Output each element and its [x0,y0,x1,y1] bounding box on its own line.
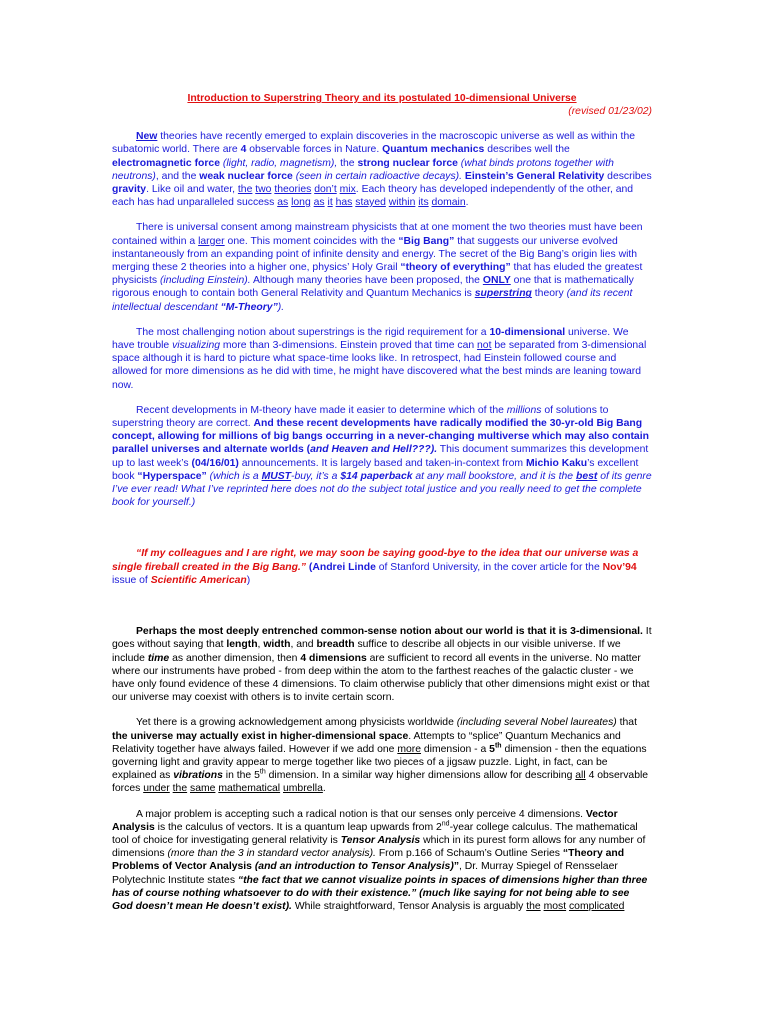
paragraph-2: There is universal consent among mainstream physicists that at one moment the two theories must have been contained within a larger one. This moment coincides with the “Big Bang” that suggests our universe evolved instantaneously from an expanding point of infinite density and energy. The secret of the Big Bang’s origin lies with merging these 2 theories into a higher one, physics’ Holy Grail “theory of everything” that has eluded the greatest physicists (including Einstein). Although many theories have been proposed, the ONLY one that is mathematically rigorous enough to contain both General Relativity and Quantum Mechanics is superstring theory (and its recent intellectual descendant “M-Theory”). [112,222,643,313]
document-title: Introduction to Superstring Theory and its postulated 10-dimensional Universe [187,93,577,104]
paragraph-7: A major problem is accepting such a radical notion is that our senses only perceive 4 dimensions. Vector Analysis is the calculus of vectors. It is a quantum leap upwards from 2nd-year college calculus. The mathematical tool of choice for investigating general relativity is Tensor Analysis which in its purest form allows for any number of dimensions (more than the 3 in standard vector analysis). From p.166 of Schaum’s Outline Series “Theory and Problems of Vector Analysis (and an introduction to Tensor Analysis)”, Dr. Murray Spiegel of Rensselaer Polytechnic Institute states “the fact that we cannot visualize points in spaces of dimensions higher than three has of course nothing whatsoever to do with their existence.” (much like saying for not being able to see God doesn’t mean He doesn’t exist). While straightforward, Tensor Analysis is arguably the most complicated [112,808,648,912]
quote-paragraph: “If my colleagues and I are right, we may soon be saying good-bye to the idea that our universe was a single fireball created in the Big Bang.” (Andrei Linde of Stanford University, in the cover article for the Nov’94 issue of Scientific American) [112,548,639,586]
revision-date: (revised 01/23/02) [568,106,652,117]
paragraph-3: The most challenging notion about superstrings is the rigid requirement for a 10-dimensional universe. We have trouble visualizing more than 3-dimensions. Einstein proved that time can not be separated from 3-dimensional space although it is hard to picture what space-time looks like. In retrospect, had Einstein followed course and allowed for more dimensions as he did with time, he might have discovered what the best minds are leaning toward now. [112,326,647,391]
paragraph-4: Recent developments in M-theory have made it easier to determine which of the millions of solutions to superstring theory are correct. And these recent developments have radically modified the 30-yr-old Big Bang concept, allowing for millions of big bangs occurring in a never-changing multiverse which may also contain parallel universes and alternate worlds (and Heaven and Hell???). This document summarizes this development up to last week’s (04/16/01) announcements. It is largely based and taken-in-context from Michio Kaku’s excellent book “Hyperspace” (which is a MUST-buy, it’s a $14 paperback at any mall bookstore, and it is the best of its genre I’ve ever read! What I’ve reprinted here does not do the subject total justice and you really need to get the complete book for yourself.) [112,404,652,509]
paragraph-5: Perhaps the most deeply entrenched common-sense notion about our world is that it is 3-dimensional. It goes without saying that length, width, and breadth suffice to describe all objects in our visible universe. If we include time as another dimension, then 4 dimensions are sufficient to record all events in the universe. No matter where our instruments have probed - from deep within the atom to the farthest reaches of the galactic cluster - we have only found evidence of these 4 dimensions. To claim otherwise publicly that other dimensions might exist or that our universe may coexist with others is to invite certain scorn. [112,626,652,704]
document-page [112,92,652,925]
paragraph-6: Yet there is a growing acknowledgement among physicists worldwide (including several Nobel laureates) that the universe may actually exist in higher-dimensional space. Attempts to “splice” Quantum Mechanics and Relativity together have always failed. However if we add one more dimension - a 5th dimension - then the equations governing light and gravity appear to merge together like two pieces of a jigsaw puzzle. Light, in fact, can be explained as vibrations in the 5th dimension. In a similar way higher dimensions allow for describing all 4 observable forces under the same mathematical umbrella. [112,717,649,795]
paragraph-1: New theories have recently emerged to explain discoveries in the macroscopic universe as well as within the subatomic world. There are 4 observable forces in Nature. Quantum mechanics describes well the electromagnetic force (light, radio, magnetism), the strong nuclear force (what binds protons together with neutrons), and the weak nuclear force (seen in certain radioactive decays). Einstein’s General Relativity describes gravity. Like oil and water, the two theories don’t mix. Each theory has developed independently of the other, and each has had unparalleled success as long as it has stayed within its domain. [112,131,652,209]
